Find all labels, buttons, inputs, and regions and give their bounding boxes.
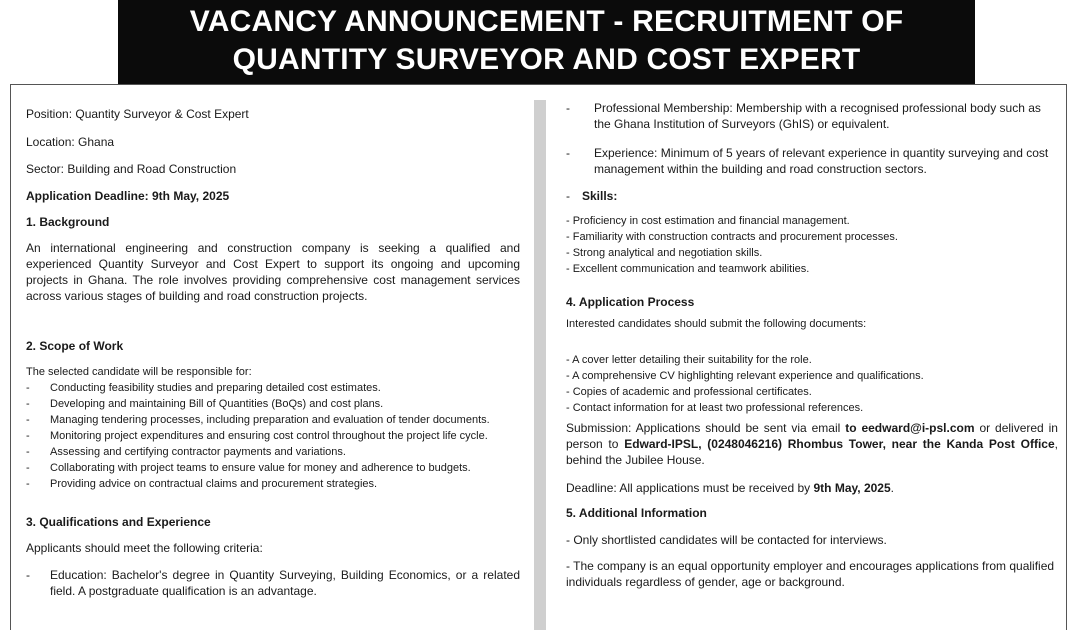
submission-email[interactable]: to eedward@i-psl.com bbox=[845, 421, 975, 435]
process-heading: 4. Application Process bbox=[566, 295, 695, 309]
list-item: - Managing tendering processes, including preparation and evaluation of tender documents. bbox=[26, 414, 490, 426]
background-heading: 1. Background bbox=[26, 215, 110, 229]
additional-heading: 5. Additional Information bbox=[566, 506, 707, 520]
list-item: - A cover letter detailing their suitability for the role. bbox=[566, 354, 812, 366]
list-item: - Monitoring project expenditures and ensuring cost control throughout the project life cycle. bbox=[26, 430, 488, 442]
list-item: - Proficiency in cost estimation and financial management. bbox=[566, 215, 850, 227]
application-deadline: Application Deadline: 9th May, 2025 bbox=[26, 189, 230, 203]
list-item: - Developing and maintaining Bill of Quantities (BoQs) and cost plans. bbox=[26, 398, 384, 410]
right-column bbox=[566, 100, 1058, 590]
location-line: Location: Ghana bbox=[26, 135, 115, 149]
sector-line: Sector: Building and Road Construction bbox=[26, 162, 237, 176]
list-item: - Excellent communication and teamwork abilities. bbox=[566, 263, 810, 275]
announcement-header bbox=[118, 0, 975, 84]
left-column bbox=[26, 106, 520, 599]
experience-item: - Experience: Minimum of 5 years of relevant experience in quantity surveying and cost management within the building and road construction sectors. bbox=[566, 146, 1049, 176]
header-title-line1: VACANCY ANNOUNCEMENT - RECRUITMENT OF bbox=[189, 5, 904, 38]
qualifications-intro: Applicants should meet the following criteria: bbox=[26, 541, 263, 555]
submission-address: Edward-IPSL, (0248046216) Rhombus Tower, near the Kanda Post Office bbox=[624, 437, 1055, 451]
list-item: - A comprehensive CV highlighting relevant experience and qualifications. bbox=[566, 370, 924, 382]
qualifications-heading: 3. Qualifications and Experience bbox=[26, 515, 211, 529]
list-item: - Familiarity with construction contracts and procurement processes. bbox=[566, 231, 898, 243]
scope-heading: 2. Scope of Work bbox=[26, 339, 124, 353]
column-divider bbox=[534, 100, 546, 630]
additional-item-2: - The company is an equal opportunity employer and encourages applications from qualified individuals regardless of gender, age or background. bbox=[566, 559, 1055, 589]
list-item: - Strong analytical and negotiation skills. bbox=[566, 247, 763, 259]
skills-list bbox=[566, 213, 1058, 277]
list-item: - Assessing and certifying contractor payments and variations. bbox=[26, 446, 346, 458]
list-item: - Collaborating with project teams to ensure value for money and adherence to budgets. bbox=[26, 462, 471, 474]
list-item: - Contact information for at least two professional references. bbox=[566, 402, 864, 414]
process-intro: Interested candidates should submit the following documents: bbox=[566, 318, 867, 330]
additional-item-1: - Only shortlisted candidates will be contacted for interviews. bbox=[566, 533, 887, 547]
list-item: - Conducting feasibility studies and preparing detailed cost estimates. bbox=[26, 382, 381, 394]
submission-text: Submission: Applications should be sent via email to eedward@i-psl.com or delivered in person to Edward-IPSL, (0248046216) Rhombus Tower, near the Kanda Post Office, behind the Jubilee House. bbox=[566, 421, 1058, 467]
background-text: An international engineering and construction company is seeking a qualified and experienced Quantity Surveyor and Cost Expert to support its ongoing and upcoming projects in Ghana. The role involves providing comprehensive cost management services across various stages of building and road construction projects. bbox=[26, 241, 520, 303]
scope-intro: The selected candidate will be responsible for: bbox=[26, 366, 252, 378]
header-title-line2: QUANTITY SURVEYOR AND COST EXPERT bbox=[232, 43, 861, 76]
scope-list bbox=[26, 380, 520, 492]
process-list bbox=[566, 352, 1058, 416]
membership-item: - Professional Membership: Membership with a recognised professional body such as the Ghana Institution of Surveyors (GhIS) or equivalent. bbox=[566, 101, 1041, 131]
skills-heading: - Skills: bbox=[566, 189, 618, 203]
list-item: - Copies of academic and professional certificates. bbox=[566, 386, 812, 398]
education-item: - Education: Bachelor's degree in Quantity Surveying, Building Economics, or a related field. A postgraduate qualification is an advantage. bbox=[26, 568, 520, 598]
deadline-text: Deadline: All applications must be received by 9th May, 2025. bbox=[566, 481, 894, 495]
position-line: Position: Quantity Surveyor & Cost Expert bbox=[26, 107, 249, 121]
list-item: - Providing advice on contractual claims and procurement strategies. bbox=[26, 478, 378, 490]
